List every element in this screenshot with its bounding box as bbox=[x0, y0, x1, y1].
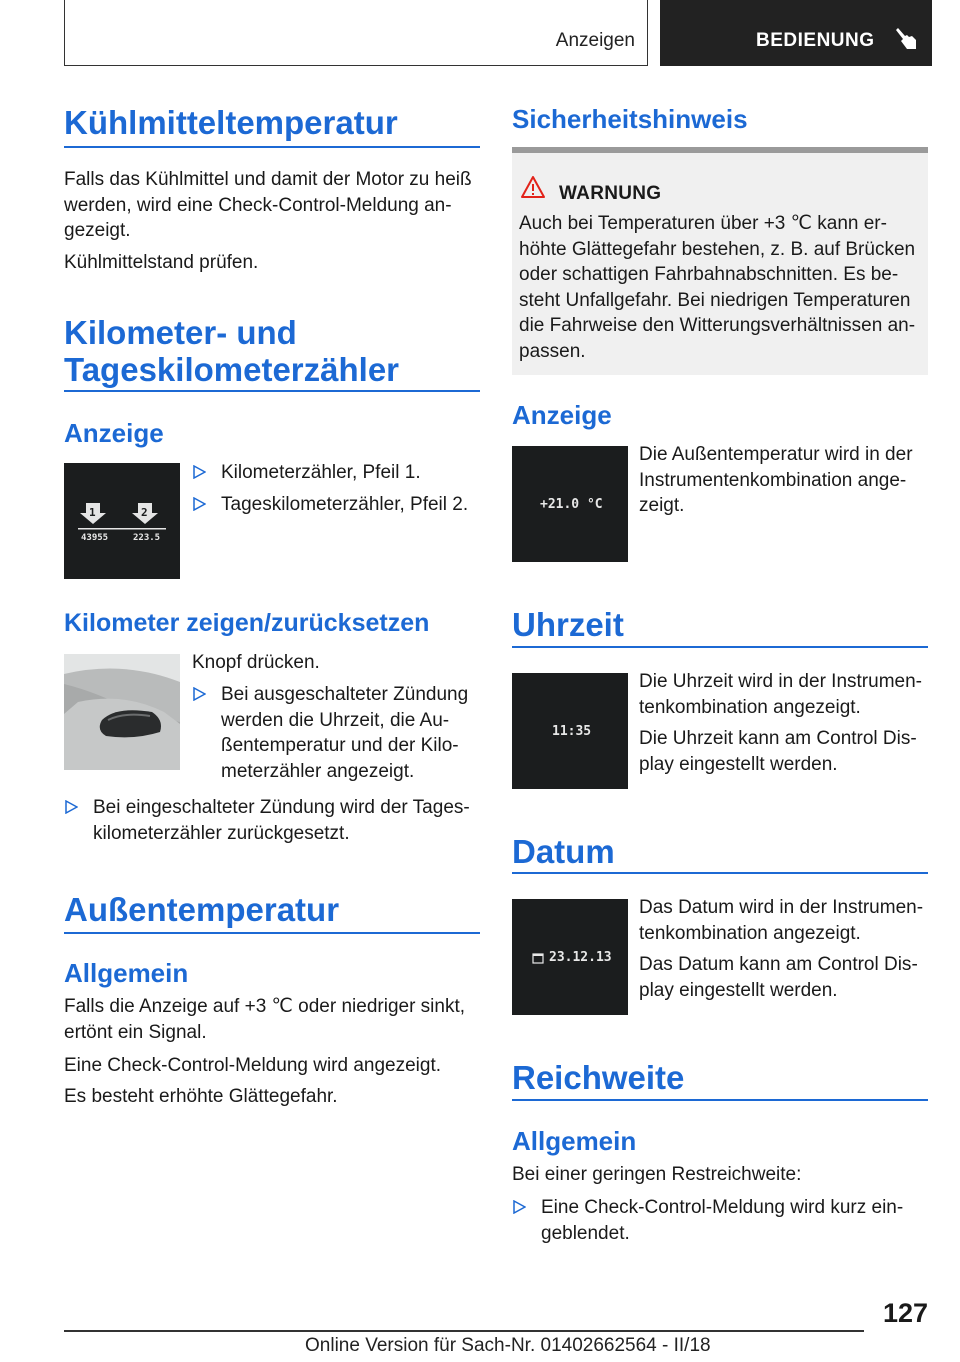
subheading-allgemein-reichweite: Allgemein bbox=[512, 1126, 637, 1156]
odometer-value: 43955 bbox=[81, 533, 109, 543]
subheading-anzeige-temp: Anzeige bbox=[512, 400, 612, 430]
heading-kuehlmitteltemperatur: Kühlmitteltemperatur bbox=[64, 104, 398, 141]
time-value: 11:35 bbox=[552, 724, 592, 739]
heading-kilometerzaehler: Kilometer- und Tageskilometerzähler bbox=[64, 314, 400, 388]
subheading-allgemein: Allgemein bbox=[64, 958, 189, 988]
heading-aussentemperatur: Außentemperatur bbox=[64, 891, 340, 928]
footer-rule bbox=[64, 1330, 864, 1332]
uhrzeit-paragraph-1: Die Uhrzeit wird in der Instrumentenkombination angezeigt. bbox=[639, 671, 922, 718]
heading-rule bbox=[64, 146, 480, 148]
list-item: Bei ausgeschalteter Zündung werden die Uhrzeit, die Außentemperatur und der Kilometerzähler angezeigt. bbox=[192, 682, 480, 784]
warning-triangle-icon bbox=[520, 175, 546, 199]
list-item: Bei eingeschalteter Zündung wird der Tageskilometerzähler zurückgesetzt. bbox=[64, 795, 480, 846]
triangle-bullet-icon bbox=[512, 1200, 526, 1214]
calendar-icon bbox=[532, 952, 544, 964]
heading-rule bbox=[64, 390, 480, 392]
subheading-kilometer-zeigen: Kilometer zeigen/zurücksetzen bbox=[64, 609, 430, 637]
aussen-paragraph-2: Eine Check-Control-Meldung wird angezeigt. bbox=[64, 1055, 442, 1076]
heading-rule bbox=[512, 872, 928, 874]
subheading-anzeige: Anzeige bbox=[64, 418, 164, 448]
clock-display-image bbox=[512, 673, 628, 789]
heading-reichweite: Reichweite bbox=[512, 1059, 685, 1096]
kuehl-paragraph-1: Falls das Kühlmittel und damit der Motor zu heiß werden, wird eine Check-Control-Meldung angezeigt. bbox=[64, 169, 472, 241]
arrow-label-1: 1 bbox=[89, 506, 96, 519]
heading-sicherheitshinweis: Sicherheitshinweis bbox=[512, 104, 748, 134]
heading-rule bbox=[512, 1099, 928, 1101]
uhrzeit-paragraph-2: Die Uhrzeit kann am Control Display eingestellt werden. bbox=[639, 728, 917, 775]
temperature-display-image bbox=[512, 446, 628, 562]
date-value: 23.12.13 bbox=[549, 950, 612, 965]
warning-title: WARNUNG bbox=[559, 183, 662, 204]
triangle-bullet-icon bbox=[192, 687, 206, 701]
zeigen-paragraph: Knopf drücken. bbox=[192, 652, 320, 673]
datum-paragraph-2: Das Datum kann am Control Display eingestellt werden. bbox=[639, 954, 918, 1001]
triangle-bullet-icon bbox=[192, 497, 206, 511]
arrow-label-2: 2 bbox=[141, 506, 148, 519]
odometer-display-image bbox=[64, 463, 180, 579]
aussen-paragraph-3: Es besteht erhöhte Glättegefahr. bbox=[64, 1086, 338, 1107]
temperature-value: +21.0 °C bbox=[540, 497, 603, 512]
reichweite-paragraph: Bei einer geringen Restreichweite: bbox=[512, 1164, 802, 1185]
section-label: Anzeigen bbox=[555, 30, 635, 51]
datum-paragraph-1: Das Datum wird in der Instrumentenkombination angezeigt. bbox=[639, 897, 924, 944]
aussen-paragraph-1: Falls die Anzeige auf +3 ℃ oder niedriger sinkt, ertönt ein Signal. bbox=[64, 996, 466, 1043]
warning-box bbox=[512, 147, 928, 375]
heading-rule bbox=[512, 646, 928, 648]
list-item: Eine Check-Control-Meldung wird kurz eingeblendet. bbox=[512, 1195, 928, 1246]
warning-text: Auch bei Temperaturen über +3 ℃ kann erhöhte Glättegefahr bestehen, z. B. auf Brücken oder schattigen Fahrbahnabschnitten. Es besteht Unfallgefahr. Bei niedrigen Temperaturen die Fahrweise den Witterungsverhältnissen anpassen. bbox=[519, 213, 916, 362]
page-number: 127 bbox=[882, 1298, 928, 1328]
heading-rule bbox=[64, 932, 480, 934]
heading-uhrzeit: Uhrzeit bbox=[512, 606, 624, 643]
kuehl-paragraph-2: Kühlmittelstand prüfen. bbox=[64, 252, 259, 273]
reset-button-image bbox=[64, 654, 180, 770]
list-item: Tageskilometerzähler, Pfeil 2. bbox=[192, 492, 480, 518]
triangle-bullet-icon bbox=[192, 465, 206, 479]
trip-value: 223.5 bbox=[133, 533, 161, 543]
heading-datum: Datum bbox=[512, 833, 615, 870]
triangle-bullet-icon bbox=[64, 800, 78, 814]
knob-illustration bbox=[64, 654, 180, 770]
date-display-image bbox=[512, 899, 628, 1015]
header-chapter-tab bbox=[660, 0, 932, 66]
header-section-tab bbox=[64, 0, 648, 66]
anzeige-temp-paragraph: Die Außentemperatur wird in der Instrumentenkombination angezeigt. bbox=[639, 444, 913, 516]
list-item: Kilometerzähler, Pfeil 1. bbox=[192, 460, 480, 486]
pointing-hand-icon bbox=[892, 26, 918, 52]
odometer-arrows-icon bbox=[64, 463, 180, 579]
chapter-label: BEDIENUNG bbox=[756, 30, 875, 51]
footer-online-version: Online Version für Sach-Nr. 01402662564 - II/18 bbox=[305, 1335, 711, 1356]
